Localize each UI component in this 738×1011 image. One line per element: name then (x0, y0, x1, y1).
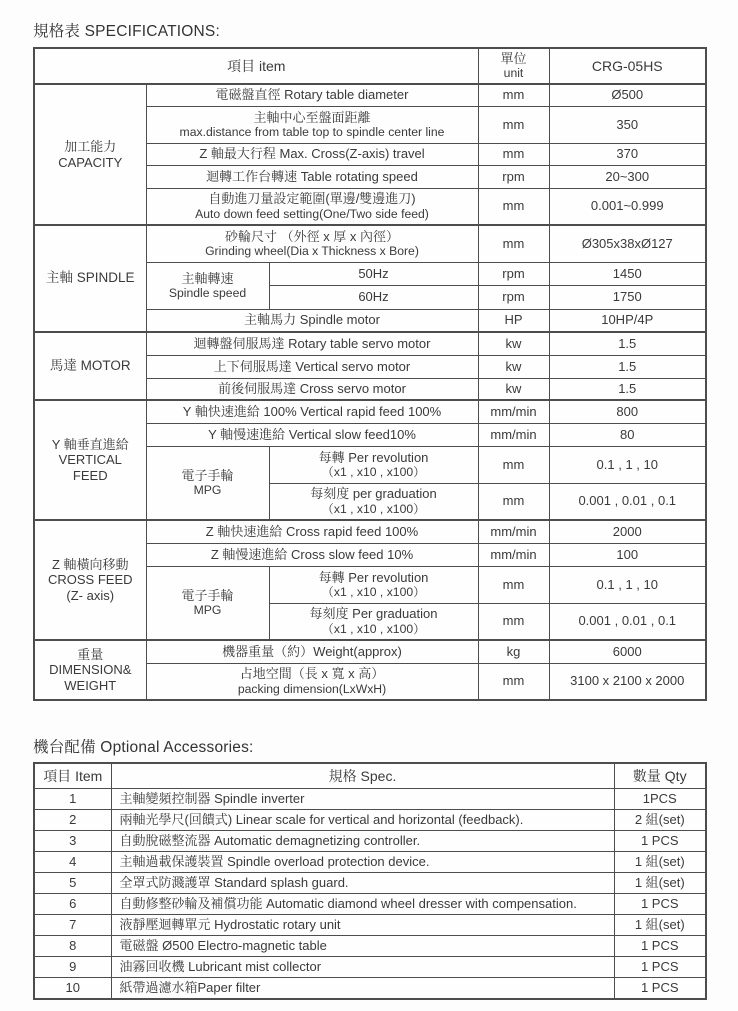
group-vertical-feed-zh: Y 軸垂直進給 (51, 437, 129, 452)
unit-cell: rpm (478, 262, 549, 285)
spec-header-unit (478, 48, 549, 84)
group-vertical-feed-en1: VERTICAL (58, 452, 122, 468)
group-capacity (34, 84, 146, 225)
acc-spec-cell: 液靜壓迴轉單元 Hydrostatic rotary unit (111, 915, 614, 936)
spindle-speed-en: Spindle speed (168, 285, 247, 300)
unit-cell: mm (478, 603, 549, 640)
acc-row (34, 852, 706, 873)
spec-row (34, 400, 706, 423)
group-capacity-zh: 加工能力 (64, 139, 117, 155)
acc-qty-cell: 2 組(set) (614, 810, 706, 831)
spec-header-unit-en: unit (503, 66, 524, 81)
unit-cell: mm/min (478, 543, 549, 566)
acc-spec-cell: 全罩式防濺護罩 Standard splash guard. (111, 873, 614, 894)
unit-cell: mm (478, 663, 549, 700)
group-weight-en2: WEIGHT (64, 677, 117, 693)
spindle-speed-zh: 主軸轉速 (181, 270, 234, 286)
acc-qty-cell: 1 PCS (614, 894, 706, 915)
item-cell: 機器重量（約）Weight(approx) (146, 640, 478, 663)
acc-no-cell: 7 (34, 915, 111, 936)
unit-cell: rpm (478, 285, 549, 309)
spec-row (34, 225, 706, 262)
acc-row (34, 873, 706, 894)
value-cell: 350 (549, 106, 706, 143)
mpg-zh: 電子手輪 (181, 587, 234, 603)
item-line-zh: 占地空間（長 x 寬 x 高） (239, 666, 385, 682)
item-cell: 迴轉盤伺服馬達 Rotary table servo motor (146, 332, 478, 355)
mpg-zh: 電子手輪 (181, 467, 234, 483)
value-cell: 0.001 , 0.01 , 0.1 (549, 483, 706, 520)
item-line-zh: 每刻度 Per graduation (309, 606, 438, 622)
spindle-speed-label (146, 262, 269, 309)
spec-section-title: 規格表 SPECIFICATIONS: (33, 23, 220, 40)
value-cell: 6000 (549, 640, 706, 663)
group-weight-en1: DIMENSION& (49, 662, 132, 678)
unit-cell: mm (478, 143, 549, 165)
spec-header-item: 項目 item (34, 48, 478, 84)
specifications-table (33, 47, 707, 701)
acc-spec-cell: 紙帶過濾水箱Paper filter (111, 978, 614, 1000)
item-cell: 前後伺服馬達 Cross servo motor (146, 378, 478, 400)
acc-spec-cell: 電磁盤 Ø500 Electro-magnetic table (111, 936, 614, 957)
spec-header-unit-zh: 單位 (500, 51, 527, 67)
spec-row (34, 332, 706, 355)
unit-cell: kw (478, 332, 549, 355)
acc-no-cell: 6 (34, 894, 111, 915)
unit-cell: kw (478, 355, 549, 378)
value-cell: 1450 (549, 262, 706, 285)
acc-header-spec: 規格 Spec. (111, 763, 614, 789)
value-cell: Ø305x38xØ127 (549, 225, 706, 262)
item-line-en: （x1 , x10 , x100） (321, 584, 426, 599)
value-cell: 80 (549, 423, 706, 446)
group-vertical-feed (34, 400, 146, 520)
acc-row (34, 789, 706, 810)
item-cell: Z 軸最大行程 Max. Cross(Z-axis) travel (146, 143, 478, 165)
item-cell (269, 446, 478, 483)
item-cell (146, 106, 478, 143)
mpg-en: MPG (193, 483, 222, 498)
group-cross-feed-en1: CROSS FEED (47, 572, 133, 588)
acc-spec-cell: 油霧回收機 Lubricant mist collector (111, 957, 614, 978)
item-cell: 迴轉工作台轉速 Table rotating speed (146, 165, 478, 188)
mpg-en: MPG (193, 603, 222, 618)
acc-no-cell: 1 (34, 789, 111, 810)
value-cell: 1.5 (549, 332, 706, 355)
unit-cell: mm/min (478, 520, 549, 543)
acc-no-cell: 3 (34, 831, 111, 852)
item-cell: 上下伺服馬達 Vertical servo motor (146, 355, 478, 378)
value-cell: 10HP/4P (549, 309, 706, 332)
value-cell: 0.001~0.999 (549, 188, 706, 225)
unit-cell: mm (478, 106, 549, 143)
item-cell: Z 軸慢速進給 Cross slow feed 10% (146, 543, 478, 566)
acc-row (34, 810, 706, 831)
value-cell: 370 (549, 143, 706, 165)
group-dimension-weight (34, 640, 146, 700)
acc-header-qty: 數量 Qty (614, 763, 706, 789)
acc-qty-cell: 1 PCS (614, 978, 706, 1000)
unit-cell: mm/min (478, 400, 549, 423)
value-cell: 0.1 , 1 , 10 (549, 446, 706, 483)
acc-qty-cell: 1PCS (614, 789, 706, 810)
spec-row (34, 640, 706, 663)
value-cell: 800 (549, 400, 706, 423)
item-line-zh: 每轉 Per revolution (318, 569, 429, 585)
unit-cell: kw (478, 378, 549, 400)
group-vertical-feed-en2: FEED (72, 467, 108, 483)
acc-row (34, 957, 706, 978)
group-cross-feed-en2: (Z- axis) (66, 587, 115, 603)
unit-cell: rpm (478, 165, 549, 188)
value-cell: 100 (549, 543, 706, 566)
group-cross-feed-zh: Z 軸橫向移動 (51, 557, 129, 572)
acc-no-cell: 5 (34, 873, 111, 894)
item-line-zh: 每轉 Per revolution (318, 449, 429, 465)
group-cross-feed (34, 520, 146, 640)
group-spindle: 主軸 SPINDLE (34, 225, 146, 332)
unit-cell: mm (478, 483, 549, 520)
acc-qty-cell: 1 組(set) (614, 873, 706, 894)
mpg-label-vertical (146, 446, 269, 520)
spec-row (34, 84, 706, 106)
value-cell: 0.1 , 1 , 10 (549, 566, 706, 603)
item-cell: 60Hz (269, 285, 478, 309)
item-cell: 主軸馬力 Spindle motor (146, 309, 478, 332)
mpg-label-cross (146, 566, 269, 640)
value-cell: 1.5 (549, 355, 706, 378)
group-weight-zh: 重量 (77, 647, 104, 662)
item-cell: Y 軸快速進給 100% Vertical rapid feed 100% (146, 400, 478, 423)
item-line-en: packing dimension(LxWxH) (237, 681, 387, 696)
item-cell (269, 603, 478, 640)
group-capacity-en: CAPACITY (58, 154, 123, 170)
acc-qty-cell: 1 PCS (614, 957, 706, 978)
accessories-section-title: 機台配備 Optional Accessories: (33, 739, 254, 756)
item-cell (269, 566, 478, 603)
value-cell: 3100 x 2100 x 2000 (549, 663, 706, 700)
item-line-en: max.distance from table top to spindle center line (179, 124, 445, 139)
unit-cell: mm (478, 225, 549, 262)
group-motor: 馬達 MOTOR (34, 332, 146, 400)
acc-row (34, 894, 706, 915)
acc-header-item: 項目 Item (34, 763, 111, 789)
unit-cell: mm (478, 446, 549, 483)
item-line-zh: 主軸中心至盤面距離 (253, 109, 371, 125)
acc-spec-cell: 主軸過載保護裝置 Spindle overload protection device. (111, 852, 614, 873)
acc-row (34, 915, 706, 936)
item-line-en: （x1 , x10 , x100） (321, 621, 426, 636)
item-line-zh: 每刻度 per graduation (310, 486, 437, 502)
acc-no-cell: 10 (34, 978, 111, 1000)
spec-header-model: CRG-05HS (549, 48, 706, 84)
acc-row (34, 978, 706, 1000)
acc-row (34, 936, 706, 957)
acc-qty-cell: 1 組(set) (614, 852, 706, 873)
unit-cell: mm/min (478, 423, 549, 446)
acc-spec-cell: 兩軸光學尺(回饋式) Linear scale for vertical and horizontal (feedback). (111, 810, 614, 831)
item-line-en: （x1 , x10 , x100） (321, 464, 426, 479)
acc-qty-cell: 1 PCS (614, 936, 706, 957)
item-cell: Z 軸快速進給 Cross rapid feed 100% (146, 520, 478, 543)
item-cell: 50Hz (269, 262, 478, 285)
spec-row (34, 520, 706, 543)
item-line-en: Auto down feed setting(One/Two side feed) (195, 206, 429, 221)
item-cell: Y 軸慢速進給 Vertical slow feed10% (146, 423, 478, 446)
unit-cell: HP (478, 309, 549, 332)
unit-cell: kg (478, 640, 549, 663)
item-line-zh: 自動進刀量設定範圍(單邊/雙邊進刀) (208, 191, 416, 207)
item-line-en: Grinding wheel(Dia x Thickness x Bore) (205, 244, 419, 259)
acc-qty-cell: 1 PCS (614, 831, 706, 852)
spec-header-row (34, 48, 706, 84)
acc-no-cell: 2 (34, 810, 111, 831)
item-cell (146, 225, 478, 262)
item-line-zh: 砂輪尺寸 （外徑 x 厚 x 內徑） (224, 228, 400, 244)
acc-spec-cell: 主軸變頻控制器 Spindle inverter (111, 789, 614, 810)
acc-no-cell: 9 (34, 957, 111, 978)
unit-cell: mm (478, 566, 549, 603)
acc-header-row (34, 763, 706, 789)
unit-cell: mm (478, 188, 549, 225)
unit-cell: mm (478, 84, 549, 106)
acc-spec-cell: 自動修整砂輪及補償功能 Automatic diamond wheel dresser with compensation. (111, 894, 614, 915)
value-cell: 20~300 (549, 165, 706, 188)
value-cell: 2000 (549, 520, 706, 543)
item-cell (269, 483, 478, 520)
acc-no-cell: 4 (34, 852, 111, 873)
item-cell (146, 663, 478, 700)
accessories-table (33, 762, 707, 1000)
acc-no-cell: 8 (34, 936, 111, 957)
value-cell: 1.5 (549, 378, 706, 400)
item-line-en: （x1 , x10 , x100） (321, 501, 426, 516)
item-cell (146, 188, 478, 225)
value-cell: Ø500 (549, 84, 706, 106)
acc-spec-cell: 自動脫磁整流器 Automatic demagnetizing controller. (111, 831, 614, 852)
acc-qty-cell: 1 組(set) (614, 915, 706, 936)
value-cell: 0.001 , 0.01 , 0.1 (549, 603, 706, 640)
acc-row (34, 831, 706, 852)
value-cell: 1750 (549, 285, 706, 309)
item-cell: 電磁盤直徑 Rotary table diameter (146, 84, 478, 106)
